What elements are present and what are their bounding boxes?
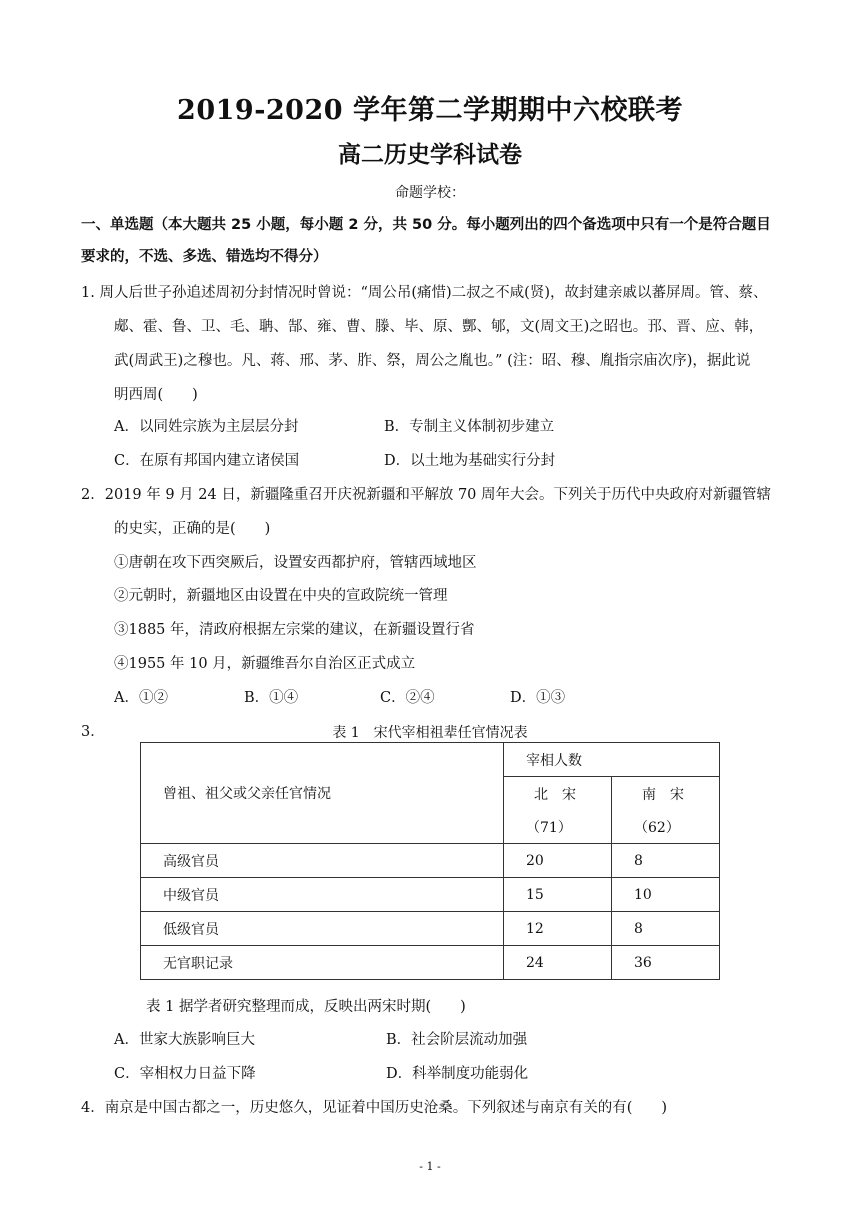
table-row (141, 946, 720, 980)
q2-statement-4: ④1955 年 10 月，新疆维吾尔自治区正式成立 (114, 656, 416, 672)
q3-option-b: B．社会阶层流动加强 (386, 1032, 528, 1048)
table-caption: 表 1 宋代宰相祖辈任官情况表 (332, 725, 528, 741)
q1-line1: 1. 周人后世子孙追述周初分封情况时曾说：“周公吊(痛惜)二叔之不咸(贤)，故封建亲戚以蕃屏周。管、蔡、 (81, 285, 768, 301)
table-cell-south: 36 (612, 946, 720, 980)
table-cell-north: 24 (504, 946, 612, 980)
q1-option-d: D．以土地为基础实行分封 (384, 453, 556, 469)
table-col-north: 北 宋 (504, 777, 612, 811)
table-cell-north: 12 (504, 912, 612, 946)
q2-line2: 的史实，正确的是( ) (114, 521, 271, 537)
table-cell-south: 8 (612, 844, 720, 878)
table-row (141, 844, 720, 878)
q1-option-c: C．在原有邦国内建立诸侯国 (114, 453, 300, 469)
q1-line3: 武(周武王)之穆也。凡、蒋、邢、茅、胙、祭，周公之胤也。” (注：昭、穆、胤指宗庙次序)，据此说 (114, 353, 751, 369)
q3-option-a: A．世家大族影响巨大 (114, 1032, 255, 1048)
table-row (141, 878, 720, 912)
table-cell-label: 中级官员 (141, 878, 504, 912)
q3-stem: 表 1 据学者研究整理而成，反映出两宋时期( ) (146, 999, 466, 1015)
table-group-header: 宰相人数 (504, 743, 720, 777)
table-col-north-count: （71） (504, 810, 612, 844)
section-heading-line2: 要求的，不选、多选、错选均不得分） (81, 249, 328, 265)
section-heading-line1: 一、单选题（本大题共 25 小题，每小题 2 分，共 50 分。每小题列出的四个备选项中只有一个是符合题目 (81, 217, 771, 233)
q1-line2: 郕、霍、鲁、卫、毛、聃、郜、雍、曹、滕、毕、原、酆、郇，文(周文王)之昭也。邘、晋、应、韩， (114, 319, 764, 335)
table-cell-label: 无官职记录 (141, 946, 504, 980)
q2-statement-2: ②元朝时，新疆地区由设置在中央的宣政院统一管理 (114, 588, 448, 604)
school-label: 命题学校： (395, 185, 465, 201)
q2-statement-3: ③1885 年，清政府根据左宗棠的建议，在新疆设置行省 (114, 622, 475, 638)
table-row-header: 曾祖、祖父或父亲任官情况 (141, 743, 504, 844)
q2-option-d: D．①③ (510, 690, 566, 706)
table-cell-north: 20 (504, 844, 612, 878)
official-table (140, 742, 720, 980)
q2-statement-1: ①唐朝在攻下西突厥后，设置安西都护府，管辖西域地区 (114, 555, 477, 571)
q3-option-d: D．科举制度功能弱化 (386, 1066, 529, 1082)
q3-number: 3． (81, 724, 105, 740)
q1-option-a: A．以同姓宗族为主层层分封 (114, 419, 299, 435)
table-cell-south: 10 (612, 878, 720, 912)
exam-title: 2019-2020 学年第二学期期中六校联考 (177, 95, 683, 126)
q1-line4: 明西周( ) (114, 387, 198, 403)
q1-option-b: B．专制主义体制初步建立 (384, 419, 555, 435)
q4-line1: 4．南京是中国古都之一，历史悠久，见证着中国历史沧桑。下列叙述与南京有关的有( ) (81, 1100, 668, 1116)
table-cell-label: 低级官员 (141, 912, 504, 946)
q2-option-a: A．①② (114, 690, 168, 706)
table-col-south: 南 宋 (612, 777, 720, 811)
q2-option-c: C．②④ (380, 690, 435, 706)
q2-option-b: B．①④ (244, 690, 299, 706)
table-col-south-count: （62） (612, 810, 720, 844)
table-row (141, 912, 720, 946)
q2-line1: 2．2019 年 9 月 24 日，新疆隆重召开庆祝新疆和平解放 70 周年大会。下列关于历代中央政府对新疆管辖 (81, 487, 772, 503)
table-cell-south: 8 (612, 912, 720, 946)
page-number: - 1 - (419, 1160, 441, 1173)
table-cell-north: 15 (504, 878, 612, 912)
table-cell-label: 高级官员 (141, 844, 504, 878)
exam-subtitle: 高二历史学科试卷 (338, 141, 522, 168)
q3-option-c: C．宰相权力日益下降 (114, 1066, 256, 1082)
